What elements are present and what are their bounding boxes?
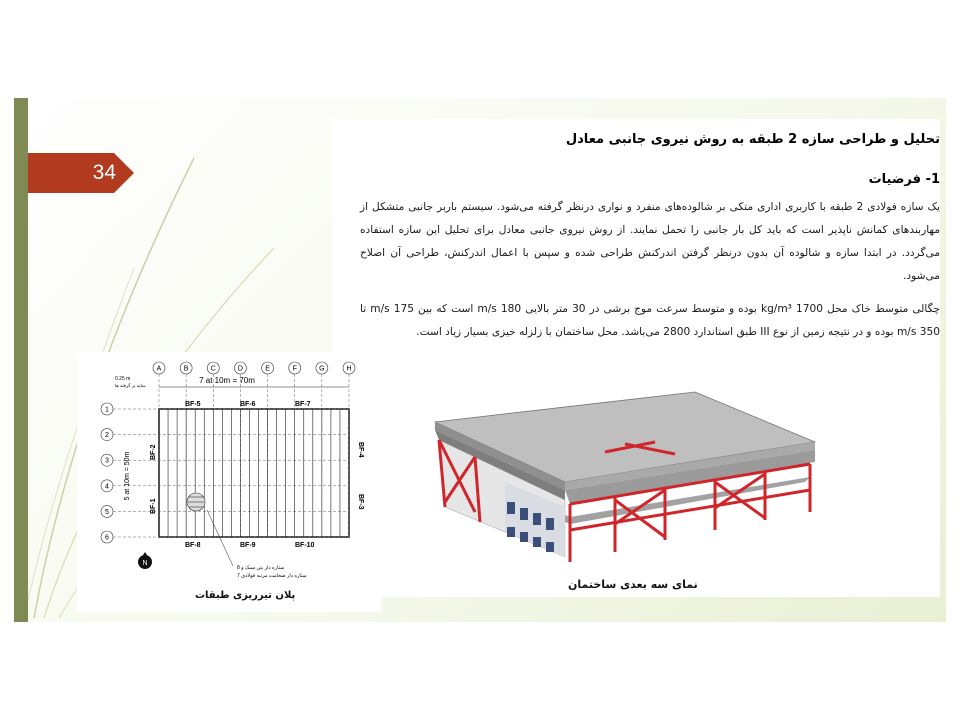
brace-bf2: BF-2	[150, 444, 157, 460]
slide-number: 34	[92, 161, 116, 184]
brace-bf4: BF-4	[357, 442, 364, 458]
brace-bf6: BF-6	[240, 401, 256, 408]
brace-bf9: BF-9	[240, 542, 256, 549]
width-dimension: 7 at 10m = 70m	[199, 376, 255, 385]
legend-note-2: 7 ستاره دار ضخامت مرتبه فولادی	[237, 573, 307, 579]
brace-bf7: BF-7	[295, 401, 311, 408]
svg-text:N: N	[142, 560, 148, 567]
grid-label-G: G	[319, 365, 325, 373]
grid-label-3: 3	[105, 457, 109, 465]
grid-label-B: B	[183, 365, 189, 373]
brace-bf3: BF-3	[357, 494, 364, 510]
grid-label-D: D	[237, 365, 243, 373]
brace-bf8: BF-8	[185, 542, 201, 549]
edge-dimension: 0.25 m	[115, 376, 131, 382]
grid-label-E: E	[265, 365, 270, 373]
framing-plan	[77, 352, 381, 612]
grid-label-4: 4	[105, 483, 109, 491]
grid-label-6: 6	[105, 534, 109, 542]
section-heading: 1- فرضیات	[868, 172, 940, 187]
paragraph-soil: چگالی متوسط خاک محل 1700 kg/m³ بوده و متوسط سرعت موج برشی در 30 متر بالایی 180 m/s است که بین 175 m/s تا 350 m/s بوده و در نتیجه زمین از نوع III طبق استاندارد 2800 می‌باشد. محل ساختمان با زلزله خیزی بسیار زیاد است.	[360, 303, 941, 338]
plan-caption: پلان تیرریزی طبقات	[195, 590, 296, 601]
grid-label-1: 1	[105, 406, 109, 414]
view-caption: نمای سه بعدی ساختمان	[568, 578, 698, 591]
grid-label-A: A	[156, 365, 162, 373]
plan-panel	[77, 352, 381, 612]
grid-label-5: 5	[105, 508, 109, 516]
page-title: تحلیل و طراحی سازه 2 طبقه به روش نیروی جانبی معادل	[565, 132, 940, 147]
grid-label-F: F	[292, 365, 297, 373]
height-dimension: 5 at 10m = 50m	[124, 451, 131, 501]
grid-label-2: 2	[105, 432, 109, 440]
building-3d-view	[425, 382, 820, 572]
north-arrow-icon	[138, 552, 152, 569]
grid-label-C: C	[210, 365, 216, 373]
brace-bf1: BF-1	[150, 498, 157, 514]
left-accent-bar	[14, 98, 28, 622]
brace-bf10: BF-10	[295, 542, 315, 549]
paragraph-assumptions: یک سازه فولادی 2 طبقه با کاربری اداری متکی بر شالوده‌های منفرد و نواری درنظر گرفته می‌شود. سیستم باربر جانبی متشکل از مهاربندهای کمانش ناپذیر است که باید کل بار جانبی را تحمل نمایند. از روش نیروی جانبی معادل برای تحلیل این سازه استفاده می‌گردد. در ابتدا سازه و شالوده آن بدون درنظر گرفتن اندرکنش طراحی شده و سپس با اعمال اندرکنش، طراحی آن اصلاح می‌شود.	[360, 201, 940, 282]
brace-bf5: BF-5	[185, 401, 201, 408]
grid-label-H: H	[346, 365, 352, 373]
edge-note: سایه بر گرفته ها	[115, 383, 146, 388]
legend-note-1: 8 ستاره دار بتن سبک و	[237, 565, 285, 571]
